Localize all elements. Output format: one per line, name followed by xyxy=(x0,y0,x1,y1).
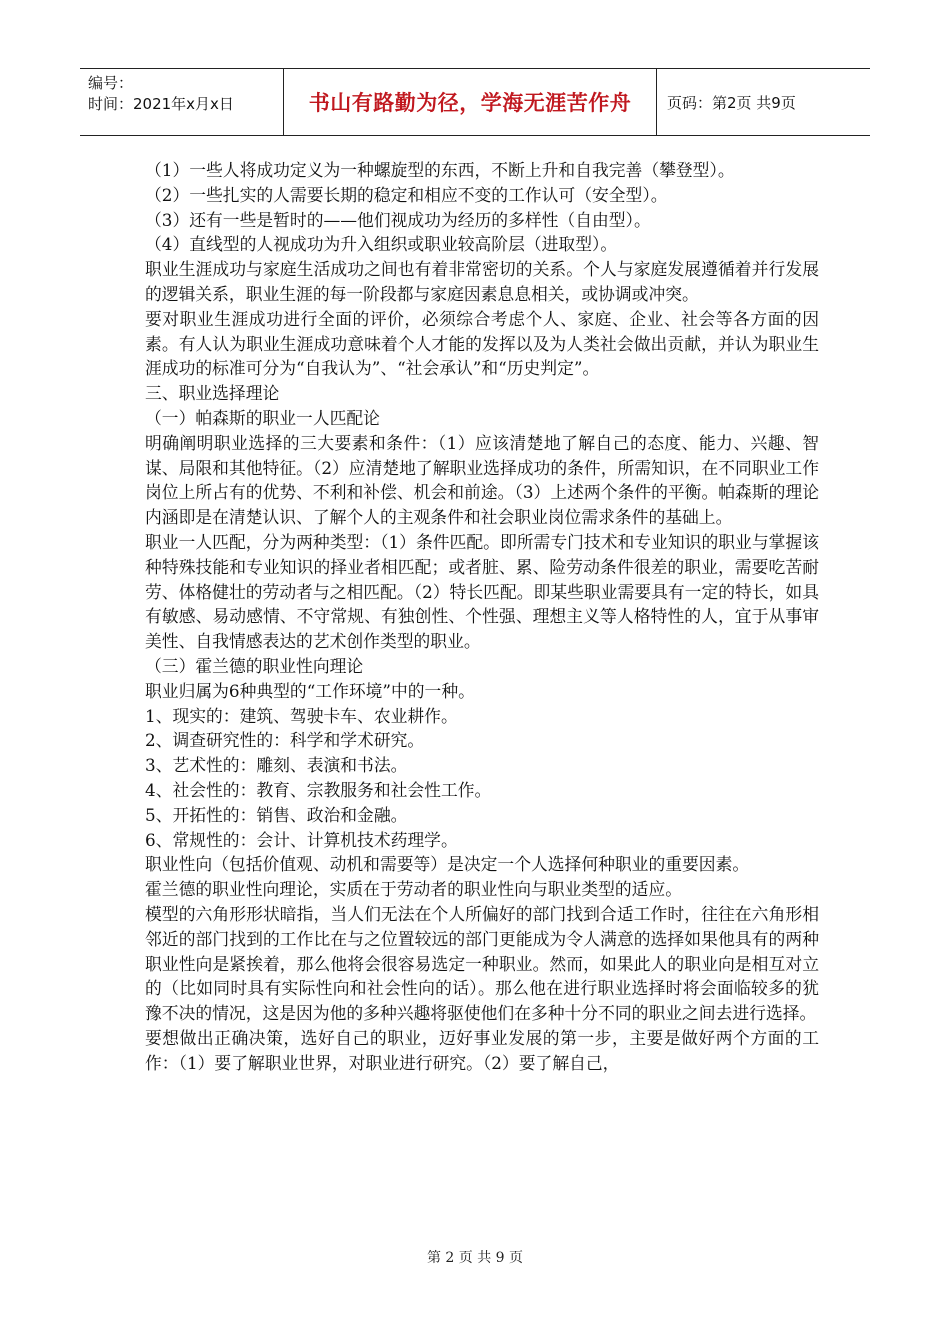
paragraph: 职业性向（包括价值观、动机和需要等）是决定一个人选择何种职业的重要因素。 xyxy=(145,854,750,875)
list-item: 3、艺术性的：雕刻、表演和书法。 xyxy=(145,755,408,776)
header-meta xyxy=(80,69,283,135)
list-item: 1、现实的：建筑、驾驶卡车、农业耕作。 xyxy=(145,705,458,726)
header-motto: 书山有路勤为径，学海无涯苦作舟 xyxy=(283,69,657,135)
paragraph: （3）还有一些是暂时的——他们视成功为经历的多样性（自由型）。 xyxy=(145,209,651,230)
paragraph: 职业一人匹配，分为两种类型：（1）条件匹配。即所需专门技术和专业知识的职业与掌握该种特殊技能和专业知识的择业者相匹配；或者脏、累、险劳动条件很差的职业，需要吃苦耐劳、体格健壮的劳动者与之相匹配。（2）特长匹配。即某些职业需要具有一定的特长，如具有敏感、易动感情、不守常规、有独创性、个性强、理想主义等人格特性的人，宜于从事审美性、自我情感表达的艺术创作类型的职业。 xyxy=(145,531,819,652)
document-number-label: 编号： xyxy=(88,74,134,92)
subsection-heading: （一）帕森斯的职业一人匹配论 xyxy=(145,407,380,428)
section-heading: 三、职业选择理论 xyxy=(145,383,280,404)
paragraph: （2）一些扎实的人需要长期的稳定和相应不变的工作认可（安全型）。 xyxy=(145,184,668,205)
document-body xyxy=(145,158,819,1075)
subsection-heading: （三）霍兰德的职业性向理论 xyxy=(145,655,364,676)
page-footer: 第 2 页 共 9 页 xyxy=(426,1250,524,1266)
paragraph: （1）一些人将成功定义为一种螺旋型的东西，不断上升和自我完善（攀登型）。 xyxy=(145,160,735,180)
list-item: 2、调查研究性的：科学和学术研究。 xyxy=(145,730,425,751)
paragraph: 要对职业生涯成功进行全面的评价，必须综合考虑个人、家庭、企业、社会等各方面的因素。有人认为职业生涯成功意味着个人才能的发挥以及为人类社会做出贡献，并认为职业生涯成功的标准可分为“自我认为”、“社会承认”和“历史判定”。 xyxy=(145,308,819,379)
list-item: 4、社会性的：教育、宗教服务和社会性工作。 xyxy=(145,779,492,800)
paragraph: （4）直线型的人视成功为升入组织或职业较高阶层（进取型）。 xyxy=(145,234,618,255)
list-item: 6、常规性的：会计、计算机技术药理学。 xyxy=(145,829,458,850)
paragraph: 职业生涯成功与家庭生活成功之间也有着非常密切的关系。个人与家庭发展遵循着并行发展的逻辑关系，职业生涯的每一阶段都与家庭因素息息相关，或协调或冲突。 xyxy=(145,259,819,304)
paragraph: 明确阐明职业选择的三大要素和条件：（1）应该清楚地了解自己的态度、能力、兴趣、智谋、局限和其他特征。（2）应清楚地了解职业选择成功的条件，所需知识，在不同职业工作岗位上所占有的优势、不利和补偿、机会和前途。（3）上述两个条件的平衡。帕森斯的理论内涵即是在清楚认识、了解个人的主观条件和社会职业岗位需求条件的基础上。 xyxy=(145,432,819,528)
paragraph: 模型的六角形形状暗指，当人们无法在个人所偏好的部门找到合适工作时，往往在六角形相邻近的部门找到的工作比在与之位置较远的部门更能成为令人满意的选择如果他具有的两种职业性向是紧挨着，那么他将会很容易选定一种职业。然而，如果此人的职业向是相互对立的（比如同时具有实际性向和社会性向的话）。那么他在进行职业选择时将会面临较多的犹豫不决的情况，这是因为他的多种兴趣将驱使他们在多种十分不同的职业之间去进行选择。 xyxy=(145,903,819,1024)
header-page-info: 页码：第2页 共9页 xyxy=(667,93,796,112)
document-time-label: 时间：2021年x月x日 xyxy=(88,95,234,113)
paragraph: 职业归属为6种典型的“工作环境”中的一种。 xyxy=(145,680,475,701)
paragraph: 要想做出正确决策，选好自己的职业，迈好事业发展的第一步，主要是做好两个方面的工作：（1）要了解职业世界，对职业进行研究。（2）要了解自己， xyxy=(145,1027,819,1073)
page-header xyxy=(80,68,870,136)
paragraph: 霍兰德的职业性向理论，实质在于劳动者的职业性向与职业类型的适应。 xyxy=(145,879,683,900)
list-item: 5、开拓性的：销售、政治和金融。 xyxy=(145,804,408,825)
